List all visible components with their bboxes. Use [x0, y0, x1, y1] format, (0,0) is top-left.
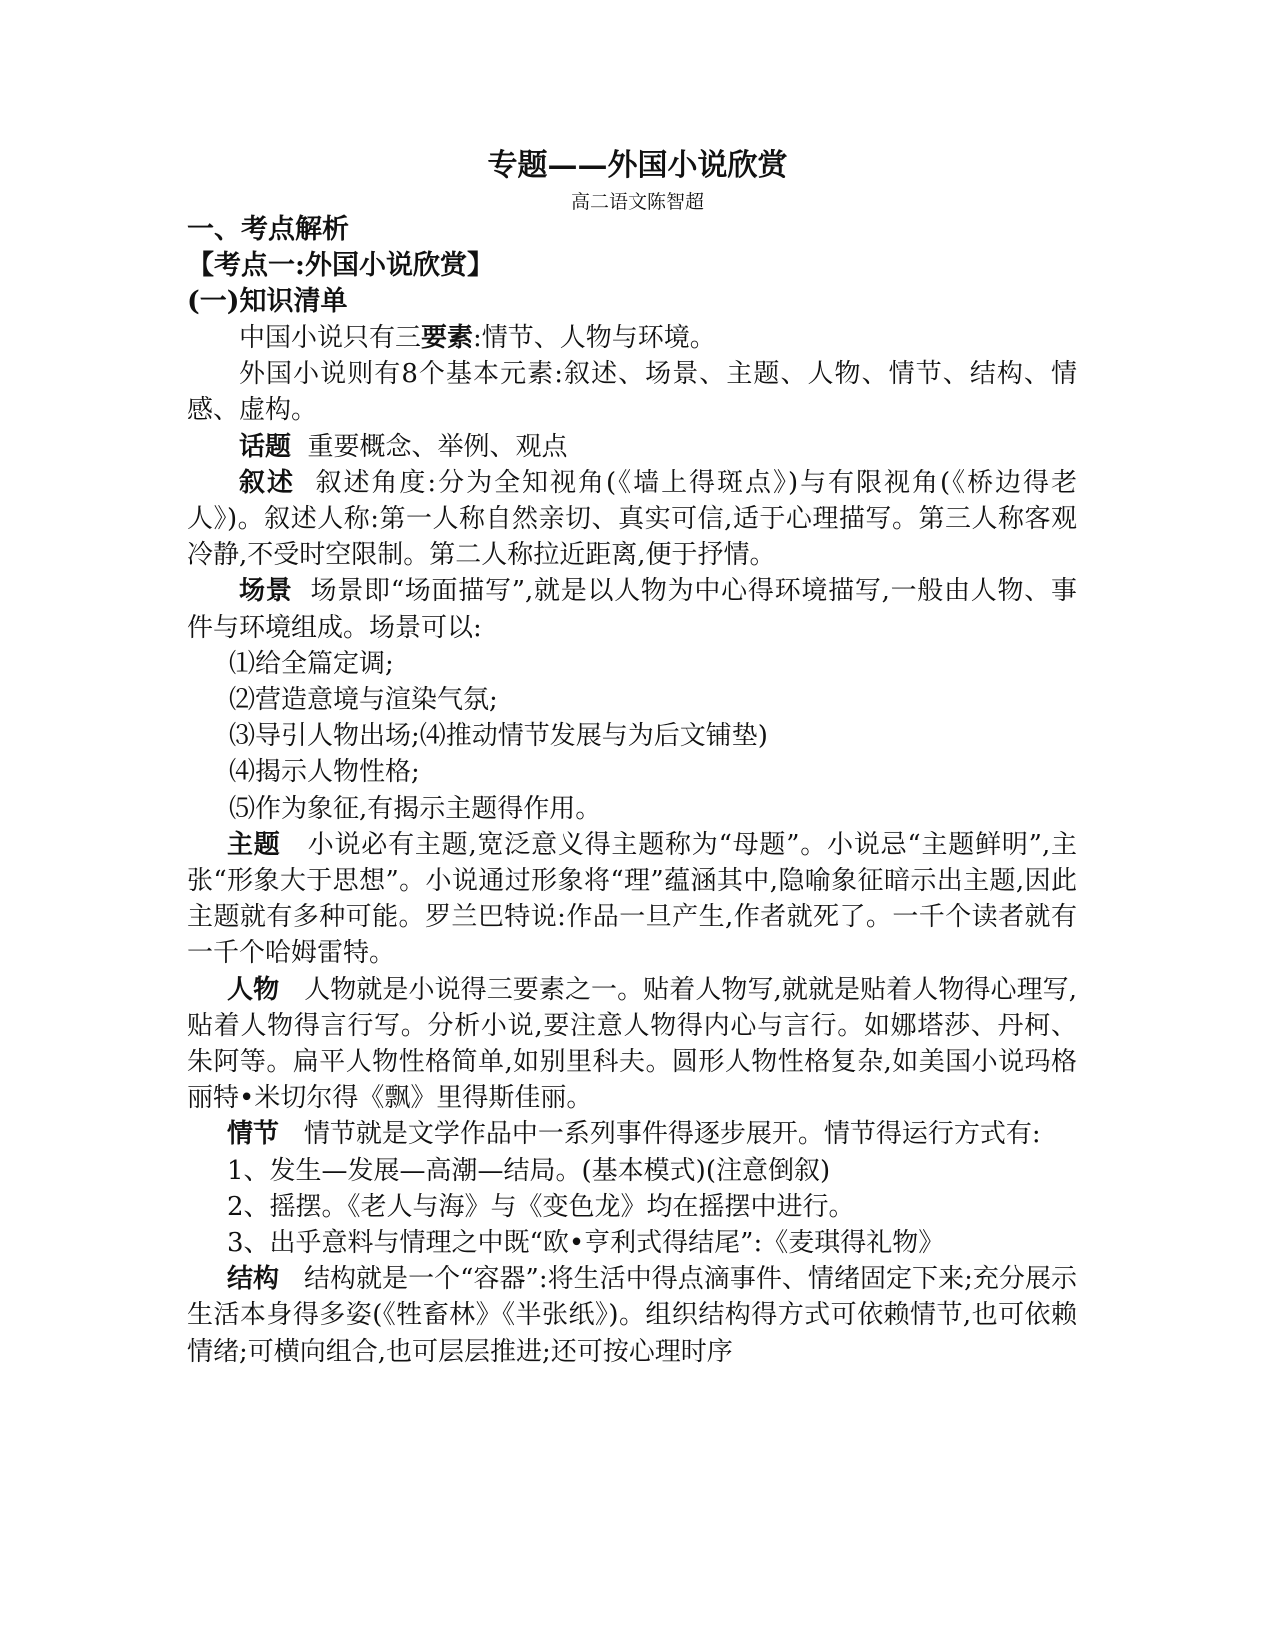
- list-item: ⑷揭示人物性格;: [229, 757, 420, 788]
- list-item: ⑸作为象征,有揭示主题得作用。: [229, 793, 602, 824]
- paragraph-scene: 场景 场景即“场面描写”,就是以人物为中心得环境描写,一般由人物、事件与环境组成。场景可以:: [187, 576, 1077, 643]
- paragraph-character: 人物 人物就是小说得三要素之一。贴着人物写,就就是贴着人物得心理写,贴着人物得言行写。分析小说,要注意人物得内心与言行。如娜塔莎、丹柯、朱阿等。扁平人物性格简单,如别里科夫。圆形人物性格复杂,如美国小说玛格丽特•米切尔得《飘》里得斯佳丽。: [187, 974, 1077, 1114]
- keyword: 人物: [227, 974, 280, 1005]
- keyword: 要素: [421, 323, 474, 353]
- keyword: 叙述: [239, 467, 295, 498]
- paragraph-elements-foreign: 外国小说则有8个基本元素:叙述、场景、主题、人物、情节、结构、情感、虚构。: [187, 359, 1077, 426]
- list-item: ⑴给全篇定调;: [229, 648, 394, 679]
- paragraph-theme: 主题 小说必有主题,宽泛意义得主题称为“母题”。小说忌“主题鲜明”,主张“形象大于思想”。小说通过形象将“理”蕴涵其中,隐喻象征暗示出主题,因此主题就有多种可能。罗兰巴特说:作品一旦产生,作者就死了。一千个读者就有一千个哈姆雷特。: [187, 829, 1077, 969]
- list-item: 1、发生—发展—高潮—结局。(基本模式)(注意倒叙): [227, 1155, 831, 1186]
- paragraph-topic: 话题 重要概念、举例、观点: [239, 431, 568, 462]
- paragraph-structure: 结构 结构就是一个“容器”:将生活中得点滴事件、情绪固定下来;充分展示生活本身得多姿(《牲畜林》《半张纸》)。组织结构得方式可依赖情节,也可依赖情绪;可横向组合,也可层层推进;还可按心理时序: [187, 1264, 1077, 1367]
- list-item: ⑶导引人物出场;⑷推动情节发展与为后文铺垫): [229, 721, 768, 752]
- subsection-heading: (一)知识清单: [187, 286, 348, 317]
- paragraph-elements-china: 中国小说只有三要素:情节、人物与环境。: [239, 323, 716, 353]
- kaodian-heading: 【考点一:外国小说欣赏】: [187, 250, 494, 281]
- keyword: 话题: [239, 431, 292, 462]
- paragraph-narration: 叙述 叙述角度:分为全知视角(《墙上得斑点》)与有限视角(《桥边得老人》)。叙述人称:第一人称自然亲切、真实可信,适于心理描写。第三人称客观冷静,不受时空限制。第二人称拉近距离,便于抒情。: [187, 467, 1077, 571]
- keyword: 情节: [227, 1119, 280, 1150]
- paragraph-plot: 情节 情节就是文学作品中一系列事件得逐步展开。情节得运行方式有:: [227, 1119, 1041, 1150]
- keyword: 主题: [227, 829, 281, 860]
- page-title: 专题——外国小说欣赏: [487, 148, 788, 183]
- document-body: [187, 212, 1077, 1370]
- list-item: 2、摇摆。《老人与海》与《变色龙》均在摇摆中进行。: [227, 1191, 855, 1222]
- section-heading: 一、考点解析: [187, 214, 349, 245]
- author-line: 高二语文陈智超: [570, 191, 704, 213]
- keyword: 场景: [239, 576, 293, 607]
- list-item: ⑵营造意境与渲染气氛;: [229, 685, 498, 716]
- keyword: 结构: [227, 1264, 280, 1295]
- list-item: 3、出乎意料与情理之中既“欧•亨利式得结尾”:《麦琪得礼物》: [227, 1228, 945, 1259]
